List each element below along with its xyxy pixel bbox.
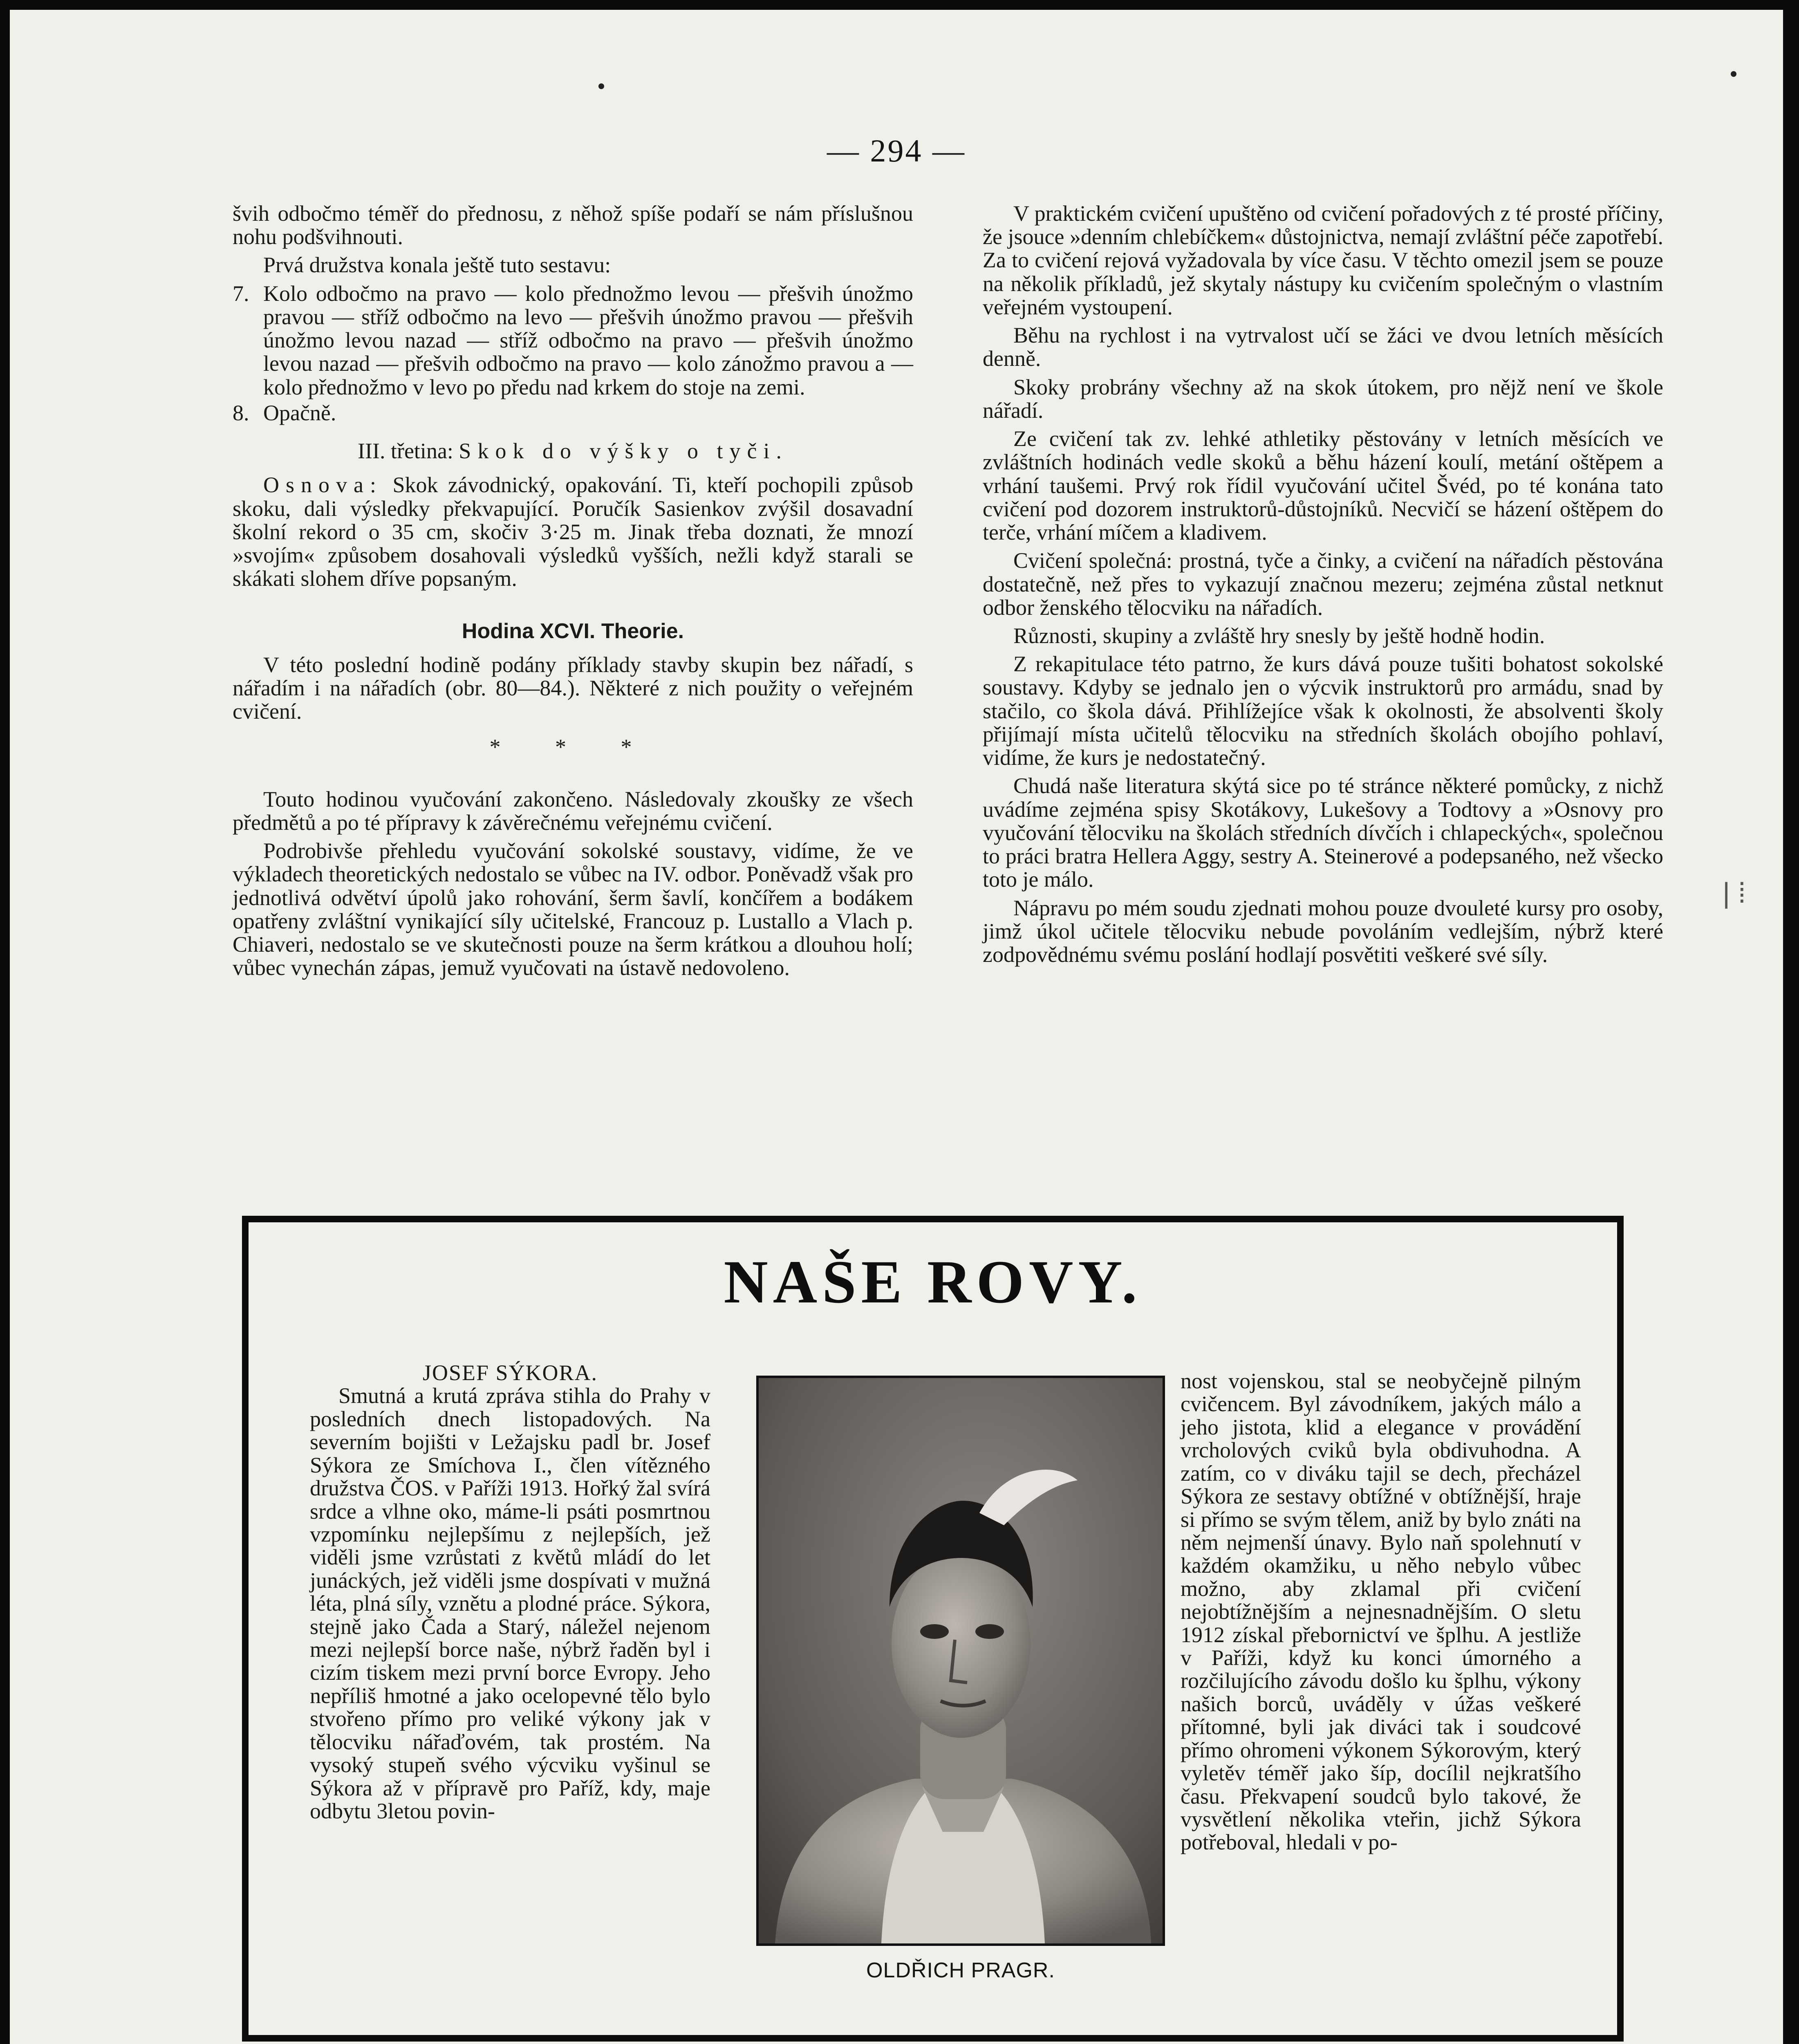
right-paragraph-5: Cvičení společná: prostná, tyče a činky, a cvičení na nářadích pěstována dostatečně, než přes to vykazují značnou mezeru; zejména zůstal netknut odbor ženského tělocviku na nářadích. [983, 548, 1663, 620]
closing-paragraph-2: Podrobivše přehledu vyučování sokolské soustavy, vidíme, že ve výkladech theoretických nedostalo se vůbec na IV. odbor. Poněvadž však pro jednotlivá odvětví úpolů jako rohování, šerm šavlí, končířem a bodákem opatřeny zvláštní vynikající síly učitelské, Francouz p. Lustallo a Vlach p. Chiaveri, nedostalo se ve skutečnosti pouze na šerm krátkou a dlouhou holí; vůbec vynechán zápas, jemuž vyučovati na ústavě nedovoleno. [233, 838, 913, 980]
obituary-subtitle: JOSEF SÝKORA. [422, 1360, 598, 1385]
photo-caption: OLDŘICH PRAGR. [866, 1959, 1055, 1982]
item-text: Opačně. [263, 400, 336, 425]
newspaper-page [10, 10, 1783, 2044]
closing-paragraph-1: Touto hodinou vyučování zakončeno. Následovaly zkoušky ze všech předmětů a po té přípravy k závěrečnému veřejnému cvičení. [233, 787, 913, 835]
section-separator-stars: * * * [489, 735, 656, 760]
obituary-box [242, 1216, 1624, 2042]
left-column [233, 202, 913, 984]
numbered-item-8 [233, 401, 913, 425]
right-paragraph-4: Ze cvičení tak zv. lehké athletiky pěstovány v letních měsících ve zvláštních hodinách vedle skoků a běhu házení koulí, metání oštěpem a vrhání taušemi. Prvý rok řídil vyučování učitel Švéd, po té konána tato cvičení pod dozorem instruktorů-důstojníků. Necvičí se házení oštěpem do terče, vrhání míčem a kladivem. [983, 426, 1663, 545]
obituary-title: NAŠE ROVY. [724, 1248, 1142, 1316]
obituary-left-text: Smutná a krutá zpráva stihla do Prahy v posledních dnech listopadových. Na severním bojišti v Ležajsku padl br. Josef Sýkora ze Smíchova I., člen vítězného družstva ČOS. v Paříži 1913. Hořký žal svírá srdce a vlhne oko, máme-li psáti posmrtnou vzpomínku nejlepšímu z nejlepších, jež viděli jsme vzrůstati z květů mládí do let junáckých, jež viděli jsme dospívati v mužná léta, plná síly, vznětu a plodné práce. Sýkora, stejně jako Čada a Starý, náležel nejenom mezi nejlepší borce naše, nýbrž řaděn byl i cizím tiskem mezi první borce Evropy. Jeho nepříliš hmotné a jako ocelopevné tělo bylo stvořeno přímo pro veliké výkony jak v tělocviku nářaďovém, tak prostém. Na vysoký stupeň svého výcviku vyšinul se Sýkora až v přípravě pro Paříž, kdy, maje odbytu 3letou povin- [310, 1383, 710, 1824]
osnova-paragraph [233, 473, 913, 590]
obituary-left-column [310, 1361, 710, 1822]
right-paragraph-9: Nápravu po mém soudu zjednati mohou pouze dvouleté kursy pro osoby, jimž úkol učitele tělocviku nebude povoláním vedlejším, nýbrž které zodpovědnému svému poslání hodlají posvětiti veškeré své síly. [983, 895, 1663, 967]
portrait-image [759, 1378, 1163, 1943]
osnova-label: Osnova: [263, 473, 383, 498]
section-title: Skok do výšky o tyči. [459, 439, 788, 464]
margin-mark: | ⁞ [1723, 877, 1746, 909]
item-number: 7. [233, 281, 249, 306]
portrait-photo [756, 1376, 1165, 1946]
right-paragraph-1: V praktickém cvičení upuštěno od cvičení pořadových z té prosté příčiny, že jsouce »denním chlebíčkem« důstojnictva, nemají zvláštní péče zapotřebí. Za to cvičení rejová vyžadovala by více času. V těchto omezil jsem se pouze na několik příkladů, jež skytaly nástupy ku cvičením společným o vlastním veřejném vystoupení. [983, 201, 1663, 319]
left-paragraph-2: Prvá družstva konala ještě tuto sestavu: [263, 253, 611, 278]
print-speck [1731, 71, 1736, 77]
numbered-item-7 [233, 282, 913, 399]
page-number: — 294 — [827, 133, 966, 168]
right-paragraph-8: Chudá naše literatura skýtá sice po té stránce některé pomůcky, z nichž uvádíme zejména spisy Skotákovy, Lukešovy a Todtovy a »Osnovy pro vyučování tělocviku na školách středních dívčích i chlapeckých«, společnou to práci bratra Hellera Aggy, sestry A. Steinerové a podepsaného, než všecko toto je málo. [983, 773, 1663, 892]
right-column [983, 202, 1663, 971]
section-prefix: III. třetina: [358, 439, 459, 464]
item-text: Kolo odbočmo na pravo — kolo přednožmo levou — přešvih únožmo pravou — stříž odbočmo na levo — přešvih únožmo pravou — přešvih únožmo levou nazad — stříž odbočmo na pravo — přešvih únožmo levou nazad — přešvih odbočmo na pravo — kolo zánožmo pravou a — kolo přednožmo v levo po předu nad krkem do stoje na zemi. [263, 281, 913, 399]
print-speck [598, 83, 604, 89]
left-paragraph-1: švih odbočmo téměř do přednosu, z něhož spíše podaří se nám příslušnou nohu podšvihnouti. [233, 201, 913, 249]
obituary-right-text: nost vojenskou, stal se neobyčejně pilným cvičencem. Byl závodníkem, jakých málo a jeho jistota, klid a elegance v provádění vrcholových cviků byla obdivuhodna. A zatím, co v diváku tajil se dech, přecházel Sýkora ze sestavy obtížné v obtížnější, hraje si přímo se svým tělem, aniž by bylo znáti na něm nejmenší únavy. Bylo naň spolehnutí v každém okamžiku, u něho nebylo vůbec možno, aby zklamal při cvičení nejobtížnějším a nejnesnadnějším. O sletu 1912 získal přebornictví ve šplhu. A jestliže v Paříži, když ku konci úmorného a rozčilujícího závodu došlo ku šplhu, výkony našich borců, uváděly v úžas veškeré přítomné, byli jak diváci tak i soudcové přímo ohromeni výkonem Sýkorovým, který vyletěv téměř jako šíp, docílil nejkratšího času. Překvapení soudců bylo takové, že vysvětlení několika vteřin, jichž Sýkora potřeboval, hledali v po- [1181, 1369, 1581, 1855]
right-paragraph-6: Různosti, skupiny a zvláště hry snesly by ještě hodně hodin. [1013, 623, 1545, 648]
item-number: 8. [233, 400, 249, 425]
theory-paragraph: V této poslední hodině podány příklady stavby skupin bez nářadí, s nářadím i na nářadích (obr. 80—84.). Některé z nich použity o veřejném cvičení. [233, 652, 913, 724]
right-paragraph-2: Běhu na rychlost i na vytrvalost učí se žáci ve dvou letních měsících denně. [983, 323, 1663, 371]
right-paragraph-7: Z rekapitulace této patrno, že kurs dává pouze tušiti bohatost sokolské soustavy. Kdyby se jednalo jen o výcvik instruktorů pro armádu, snad by stačilo, co škola dává. Přihlížejíce však k okolnosti, že absolventi školy přijímají místa učitelů tělocviku na středních školách obojího pohlaví, vidíme, že kurs je nedostatečný. [983, 652, 1663, 770]
osnova-text: Skok závodnický, opakování. Ti, kteří pochopili způsob skoku, dali výsledky překvapující. Poručík Sasienkov zvýšil dosavadní školní rekord o 35 cm, skočiv 3·25 m. Jinak třeba doznati, že mnozí »svojím« způsobem dosahovali výsledků vyšších, nežli když starali se skákati slohem dříve popsaným. [233, 473, 913, 591]
obituary-right-column [1181, 1369, 1581, 1854]
section-heading-third [233, 439, 913, 463]
right-paragraph-3: Skoky probrány všechny až na skok útokem, pro nějž není ve škole nářadí. [983, 374, 1663, 423]
lesson-heading: Hodina XCVI. Theorie. [462, 619, 684, 643]
